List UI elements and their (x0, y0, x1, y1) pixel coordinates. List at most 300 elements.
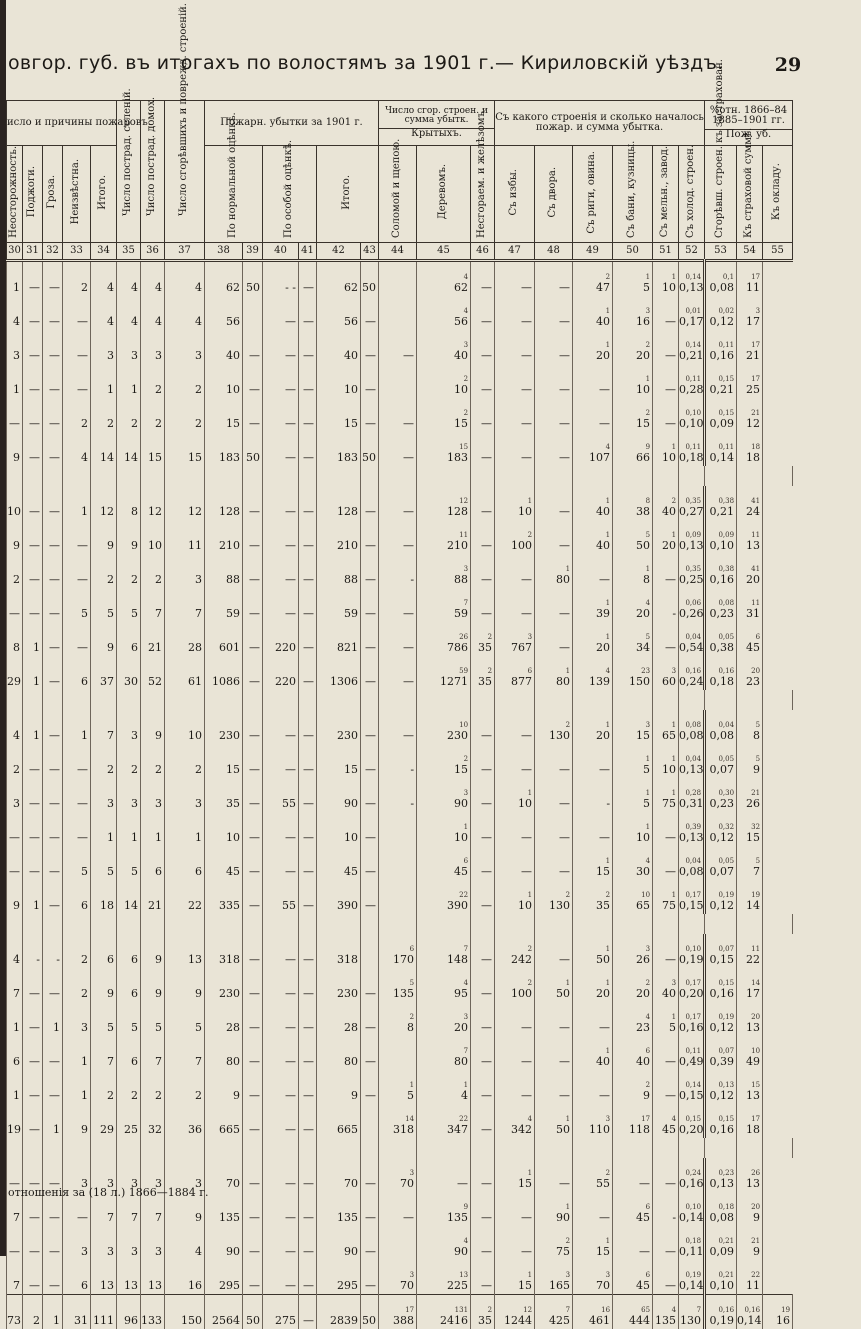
table-cell: — (23, 1104, 43, 1138)
table-cell: 2 (91, 554, 117, 588)
cell-count: 1 (671, 890, 677, 899)
table-cell (573, 880, 613, 914)
cell-count: 0,15 (685, 1114, 702, 1123)
table-cell (417, 710, 471, 744)
column-number-row (7, 242, 793, 260)
table-cell (495, 622, 535, 656)
table-cell: 90 (317, 778, 361, 812)
cell-value: 95 (454, 986, 469, 1000)
cell-value: 12 (746, 416, 761, 430)
table-cell: 10 (205, 364, 243, 398)
table-cell: — (361, 364, 379, 398)
cell-count: 20 (751, 1012, 761, 1021)
table-cell: 45 (205, 846, 243, 880)
cell-count: 3 (409, 1168, 415, 1177)
cell-value: 390 (447, 898, 469, 912)
cell-count: 6 (527, 666, 533, 675)
cell-value: 18 (746, 1122, 761, 1136)
table-cell: 2 (91, 398, 117, 432)
table-cell: — (243, 744, 263, 778)
group-gap (7, 1138, 793, 1158)
table-cell: — (361, 486, 379, 520)
cell-value: 56 (454, 314, 469, 328)
cell-value: 20 (454, 1020, 469, 1034)
table-cell: 3 (117, 1158, 141, 1192)
column-number: 38 (205, 242, 243, 260)
table-cell (679, 1036, 705, 1070)
table-cell: 220 (263, 656, 299, 690)
header-col42: Итого. (341, 174, 353, 210)
gap-cell (299, 690, 317, 710)
table-cell: — (361, 588, 379, 622)
table-cell: — (471, 260, 495, 296)
cell-value: 0,13 (679, 830, 704, 844)
cell-value: 0,08 (679, 728, 704, 742)
cell-count: 1 (605, 944, 611, 953)
cell-value: 11 (746, 280, 761, 294)
table-cell (613, 260, 653, 296)
cell-value: 0,24 (679, 674, 704, 688)
gap-cell (23, 1138, 43, 1158)
table-cell: 5 (63, 588, 91, 622)
cell-value: 20 (596, 348, 611, 362)
table-cell (573, 520, 613, 554)
table-cell (417, 1192, 471, 1226)
table-cell: 14 (91, 432, 117, 466)
cell-count: 0,04 (685, 632, 702, 641)
cell-value: 40 (596, 504, 611, 518)
cell-value: 0,09 (709, 416, 735, 430)
table-cell (613, 1002, 653, 1036)
header-col30: Неосторожность. (8, 146, 20, 238)
table-cell: — (471, 1192, 495, 1226)
table-cell: — (471, 1070, 495, 1104)
cell-count: 7 (565, 1305, 571, 1314)
table-cell (679, 968, 705, 1002)
header-col35: Число пострад. селеній. (122, 87, 134, 216)
cell-value: 461 (589, 1313, 611, 1327)
table-cell: — (7, 398, 23, 432)
table-cell (737, 398, 763, 432)
cell-value: 15 (518, 1278, 533, 1292)
cell-value: 0,12 (709, 898, 735, 912)
table-cell: — (23, 554, 43, 588)
table-cell (573, 934, 613, 968)
table-cell: — (471, 812, 495, 846)
table-cell: — (43, 968, 63, 1002)
table-cell: — (299, 710, 317, 744)
cell-count: 1 (605, 598, 611, 607)
table-cell: 3 (63, 1158, 91, 1192)
table-cell: — (23, 364, 43, 398)
header-col55: Къ окладу. (771, 163, 783, 221)
table-cell: 2 (7, 744, 23, 778)
column-number: 43 (361, 242, 379, 260)
table-cell (679, 260, 705, 296)
cell-value: 128 (447, 504, 469, 518)
cell-count: 15 (751, 1080, 761, 1089)
table-cell (705, 812, 737, 846)
table-cell (495, 934, 535, 968)
table-cell: — (299, 554, 317, 588)
cell-value: 10 (518, 796, 533, 810)
table-cell: — (361, 1070, 379, 1104)
table-cell: 1 (7, 364, 23, 398)
table-cell: — (535, 260, 573, 296)
table-cell: — (361, 744, 379, 778)
table-cell: — (299, 744, 317, 778)
cell-value: 66 (636, 450, 651, 464)
cell-value: 0,13 (709, 1176, 735, 1190)
table-cell: — (471, 554, 495, 588)
table-cell: 2 (7, 554, 23, 588)
header-col47: Съ избы. (508, 168, 520, 216)
cell-value: 0,25 (679, 572, 704, 586)
table-cell (417, 1104, 471, 1138)
table-cell (613, 554, 653, 588)
cell-value: 0,15 (679, 898, 704, 912)
table-cell (417, 812, 471, 846)
cell-count: 1 (565, 666, 571, 675)
cell-count: 17 (751, 374, 761, 383)
table-cell: 10 (317, 812, 361, 846)
table-cell: — (361, 710, 379, 744)
cell-count: 0,10 (685, 408, 702, 417)
cell-value: 10 (662, 280, 677, 294)
table-cell: 88 (205, 554, 243, 588)
cell-value: 0,08 (709, 1210, 735, 1224)
table-cell: — (379, 588, 417, 622)
table-cell (679, 880, 705, 914)
table-cell (573, 1158, 613, 1192)
table-cell (653, 1294, 679, 1329)
table-row (7, 296, 793, 330)
cell-value: 15 (636, 416, 651, 430)
table-cell: — (43, 1158, 63, 1192)
table-cell: — (23, 846, 43, 880)
cell-count: 2 (645, 340, 651, 349)
cell-count: 0,14 (685, 340, 702, 349)
cell-value: 13 (746, 1020, 761, 1034)
table-cell: — (299, 778, 317, 812)
table-cell: 7 (7, 1260, 23, 1295)
table-cell: — (263, 1260, 299, 1295)
cell-count: 2 (671, 496, 677, 505)
table-cell: 56 (205, 296, 243, 330)
gap-cell (7, 914, 23, 934)
cell-count: 1 (565, 1114, 571, 1123)
table-cell (379, 812, 417, 846)
cell-value: 0,14 (679, 1210, 704, 1224)
cell-count: 10 (641, 890, 651, 899)
table-cell: — (23, 968, 43, 1002)
table-cell (417, 1002, 471, 1036)
gap-cell (7, 690, 23, 710)
cell-value: 35 (478, 1313, 493, 1327)
group-gap (7, 690, 793, 710)
gap-cell (613, 914, 653, 934)
gap-cell (299, 466, 317, 486)
gap-cell (243, 914, 263, 934)
table-cell (653, 778, 679, 812)
cell-value: 0,26 (679, 606, 704, 620)
cell-count: 5 (755, 720, 761, 729)
table-cell (573, 1226, 613, 1260)
table-cell: 3 (63, 1226, 91, 1260)
gap-cell (471, 690, 495, 710)
table-cell: — (361, 1002, 379, 1036)
cell-count: 17 (405, 1305, 415, 1314)
cell-value: 16 (776, 1313, 791, 1327)
cell-value: 10 (454, 382, 469, 396)
table-cell (613, 744, 653, 778)
cell-value: 8 (753, 728, 761, 742)
table-body (7, 260, 793, 1329)
table-cell (495, 880, 535, 914)
table-row (7, 778, 793, 812)
gap-cell (705, 466, 737, 486)
cell-value: 31 (746, 606, 761, 620)
cell-count: 1 (527, 496, 533, 505)
cell-count: 3 (755, 306, 761, 315)
cell-count: 4 (671, 1114, 677, 1123)
table-cell: — (243, 1192, 263, 1226)
cell-value: 20 (596, 640, 611, 654)
table-cell: — (495, 744, 535, 778)
table-cell (495, 656, 535, 690)
table-cell: 4 (141, 296, 165, 330)
table-cell: — (23, 520, 43, 554)
table-cell: — (535, 934, 573, 968)
table-cell: 80 (317, 1036, 361, 1070)
cell-count: 0,06 (685, 598, 702, 607)
table-cell (613, 880, 653, 914)
table-cell: — (63, 812, 91, 846)
cell-count: 3 (605, 1114, 611, 1123)
cell-value: 0,54 (679, 640, 704, 654)
cell-count: 23 (641, 666, 651, 675)
cell-value: 0,10 (709, 538, 735, 552)
table-cell: — (63, 296, 91, 330)
table-cell: 1 (23, 880, 43, 914)
table-cell: — (535, 296, 573, 330)
cell-count: 0,11 (718, 340, 735, 349)
gap-cell (535, 914, 573, 934)
cell-count: 2 (463, 408, 469, 417)
cell-value: 50 (596, 952, 611, 966)
table-cell: 1 (43, 1104, 63, 1138)
table-cell: — (243, 1104, 263, 1138)
table-cell: 111 (91, 1294, 117, 1329)
table-cell: — (23, 1036, 43, 1070)
cell-count: 5 (645, 632, 651, 641)
gap-cell (705, 914, 737, 934)
table-cell: — (299, 520, 317, 554)
cell-value: 0,31 (679, 796, 704, 810)
table-cell (737, 710, 763, 744)
column-number: 30 (7, 242, 23, 260)
table-cell (379, 260, 417, 296)
column-number: 33 (63, 242, 91, 260)
table-cell: — (43, 520, 63, 554)
table-cell (679, 934, 705, 968)
table-cell: — (43, 846, 63, 880)
table-cell: — (299, 364, 317, 398)
cell-count: 0,16 (718, 1305, 735, 1314)
table-cell: — (243, 1260, 263, 1295)
cell-count: 41 (751, 564, 761, 573)
cell-count: 21 (751, 1236, 761, 1245)
table-cell: 50 (361, 432, 379, 466)
table-cell (613, 934, 653, 968)
cell-count: 4 (671, 1305, 677, 1314)
table-cell: 13 (165, 934, 205, 968)
cell-value: 118 (629, 1122, 651, 1136)
table-cell (705, 934, 737, 968)
gap-cell (495, 466, 535, 486)
cell-count: 2 (605, 1168, 611, 1177)
cell-count: 1 (565, 978, 571, 987)
table-cell (679, 486, 705, 520)
table-cell (613, 1036, 653, 1070)
table-cell: 12 (91, 486, 117, 520)
table-cell (417, 398, 471, 432)
table-cell (737, 934, 763, 968)
cell-value: 5 (643, 280, 651, 294)
table-cell: — (573, 812, 613, 846)
table-cell: — (299, 330, 317, 364)
table-cell (417, 554, 471, 588)
table-cell: — (23, 778, 43, 812)
table-cell (613, 296, 653, 330)
table-row (7, 710, 793, 744)
cell-value: 20 (636, 986, 651, 1000)
table-cell: 2 (63, 260, 91, 296)
table-cell (653, 260, 679, 296)
table-cell: — (471, 330, 495, 364)
cell-count: 1 (645, 788, 651, 797)
table-cell (417, 622, 471, 656)
table-cell (679, 1226, 705, 1260)
table-cell: — (23, 398, 43, 432)
cell-value: 242 (511, 952, 533, 966)
table-cell: — (243, 398, 263, 432)
table-cell: 50 (243, 432, 263, 466)
cell-value: 15 (454, 762, 469, 776)
cell-count: 0,01 (685, 306, 702, 315)
table-cell: 59 (317, 588, 361, 622)
table-cell (679, 432, 705, 466)
cell-count: 1 (671, 530, 677, 539)
table-cell: 1 (117, 364, 141, 398)
gap-cell (117, 1138, 141, 1158)
table-cell: 55 (263, 880, 299, 914)
cell-count: 1 (605, 720, 611, 729)
cell-count: 3 (527, 632, 533, 641)
table-cell (613, 656, 653, 690)
cell-value: 13 (746, 1088, 761, 1102)
table-cell (737, 812, 763, 846)
cell-count: 10 (751, 1046, 761, 1055)
table-cell: — (299, 1226, 317, 1260)
table-cell: — (495, 554, 535, 588)
table-cell: — (63, 330, 91, 364)
cell-value: 0,49 (679, 1054, 704, 1068)
cell-count: 3 (605, 1270, 611, 1279)
cell-value: 62 (454, 280, 469, 294)
cell-count: 5 (409, 978, 415, 987)
table-cell: 4 (91, 296, 117, 330)
table-cell (679, 1260, 705, 1295)
table-cell: 9 (7, 880, 23, 914)
cell-value: 40 (596, 1054, 611, 1068)
table-cell: — (43, 330, 63, 364)
table-cell: 1 (7, 1002, 23, 1036)
cell-value: 0,10 (679, 416, 704, 430)
table-cell: 7 (7, 1192, 23, 1226)
cell-value: 100 (511, 538, 533, 552)
table-cell: — (495, 1070, 535, 1104)
cell-value: 10 (662, 762, 677, 776)
table-cell: — (573, 398, 613, 432)
table-cell: — (535, 1158, 573, 1192)
cell-value: 34 (636, 640, 651, 654)
table-cell: 230 (205, 968, 243, 1002)
table-cell: — (43, 1036, 63, 1070)
table-cell: 45 (317, 846, 361, 880)
cell-value: 23 (636, 1020, 651, 1034)
table-cell: - (379, 778, 417, 812)
table-cell (379, 1036, 417, 1070)
table-cell (417, 520, 471, 554)
gap-cell (263, 466, 299, 486)
header-col52: Съ холод. строен. (685, 144, 697, 238)
cell-value: 130 (680, 1313, 702, 1327)
table-cell (705, 364, 737, 398)
table-cell: — (263, 934, 299, 968)
table-cell: 8 (7, 622, 23, 656)
cell-count: 11 (751, 530, 761, 539)
cell-value: 35 (478, 674, 493, 688)
gap-cell (471, 914, 495, 934)
cell-value: 0,10 (709, 1278, 735, 1292)
table-cell: 7 (91, 1192, 117, 1226)
cell-count: 7 (463, 944, 469, 953)
cell-count: 4 (645, 1012, 651, 1021)
table-cell (737, 968, 763, 1002)
gap-cell (679, 914, 705, 934)
gap-cell (117, 466, 141, 486)
cell-value: 7 (753, 864, 761, 878)
table-cell (679, 296, 705, 330)
table-cell: — (43, 364, 63, 398)
header-col54: Къ страховой суммѣ. (743, 127, 755, 238)
cell-count: 1 (671, 720, 677, 729)
table-cell: — (299, 1294, 317, 1329)
gap-cell (63, 1138, 91, 1158)
gap-cell (243, 466, 263, 486)
cell-count: 3 (645, 306, 651, 315)
cell-value: 17 (746, 986, 761, 1000)
table-cell (573, 1036, 613, 1070)
column-number: 46 (471, 242, 495, 260)
cell-value: 9 (753, 762, 761, 776)
table-cell: 3 (91, 778, 117, 812)
table-cell: 7 (7, 968, 23, 1002)
cell-value: 8 (407, 1020, 415, 1034)
table-cell: 59 (205, 588, 243, 622)
table-cell: 3 (7, 330, 23, 364)
